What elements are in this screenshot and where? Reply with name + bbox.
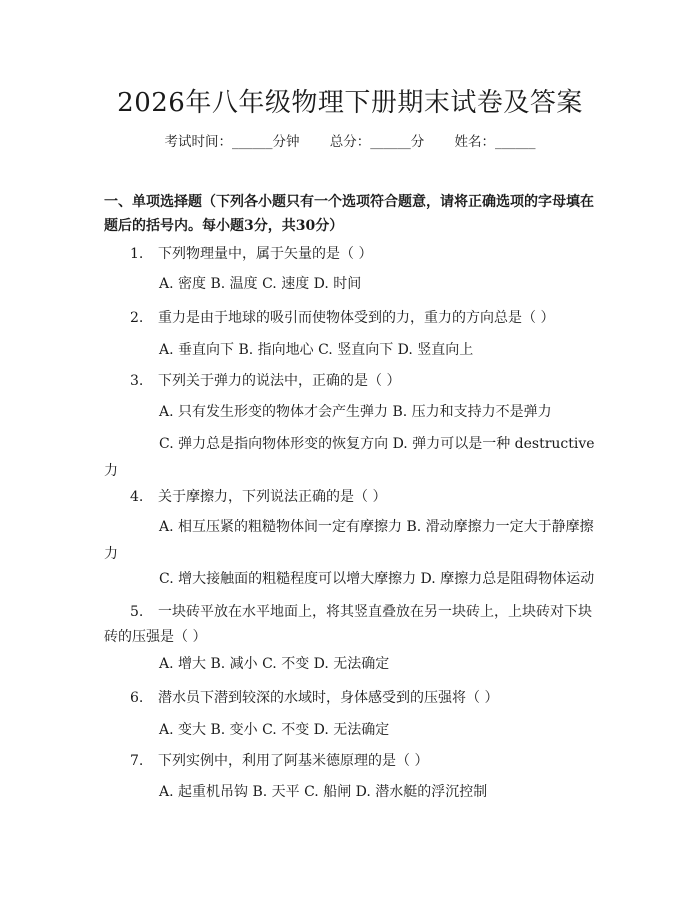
question-number: 1. [130,246,144,262]
question-number: 2. [130,310,144,326]
document-title: 2026年八年级物理下册期末试卷及答案 [117,88,583,118]
question-1 [104,242,596,267]
question-7 [104,749,596,774]
question-stem: 下列物理量中，属于矢量的是（ ） [158,246,373,262]
question-stem: 关于摩擦力，下列说法正确的是（ ） [158,489,387,505]
question-2 [104,306,596,331]
question-number: 5. [130,604,144,620]
question-stem: 重力是由于地球的吸引而使物体受到的力，重力的方向总是（ ） [158,310,555,326]
student-name-field: 姓名：______ [454,134,536,150]
question-stem: 下列实例中，利用了阿基米德原理的是（ ） [158,753,429,769]
question-number: 6. [130,690,144,706]
question-stem: 潜水员下潜到较深的水域时，身体感受到的压强将（ ） [158,690,499,706]
question-6 [104,686,596,711]
question-2-options: A. 垂直向下 B. 指向地心 C. 竖直向下 D. 竖直向上 [159,342,474,358]
question-number: 3. [130,373,144,389]
question-4 [104,485,596,510]
question-stem: 下列关于弹力的说法中，正确的是（ ） [158,373,401,389]
question-stem: 一块砖平放在水平地面上，将其竖直叠放在另一块砖上，上块砖对下块砖的压强是（ ） [104,604,592,645]
exam-time-field: 考试时间：______分钟 [164,134,300,150]
question-3-options-line-2: C. 弹力总是指向物体形变的恢复方向 D. 弹力可以是一种 destructive 力 [104,436,595,479]
question-4-options-line-1: A. 相互压紧的粗糙物体间一定有摩擦力 B. 滑动摩擦力一定大于静摩擦力 [104,519,594,562]
question-6-options: A. 变大 B. 变小 C. 不变 D. 无法确定 [159,722,390,738]
question-number: 4. [130,489,144,505]
question-3 [104,369,596,394]
question-4-options-line-2: C. 增大接触面的粗糙程度可以增大摩擦力 D. 摩擦力总是阻碍物体运动 [159,571,595,587]
question-1-options: A. 密度 B. 温度 C. 速度 D. 时间 [159,276,362,292]
question-3-options-line-1: A. 只有发生形变的物体才会产生弹力 B. 压力和支持力不是弹力 [159,404,552,420]
question-5 [104,600,596,650]
question-number: 7. [130,753,144,769]
total-score-field: 总分：______分 [329,134,425,150]
question-5-options: A. 增大 B. 减小 C. 不变 D. 无法确定 [159,656,390,672]
question-7-options: A. 起重机吊钩 B. 天平 C. 船闸 D. 潜水艇的浮沉控制 [159,784,488,800]
exam-info-line [0,130,700,150]
section-heading: 一、单项选择题（下列各小题只有一个选项符合题意，请将正确选项的字母填在题后的括号内。每小题3分，共30分） [104,194,594,234]
